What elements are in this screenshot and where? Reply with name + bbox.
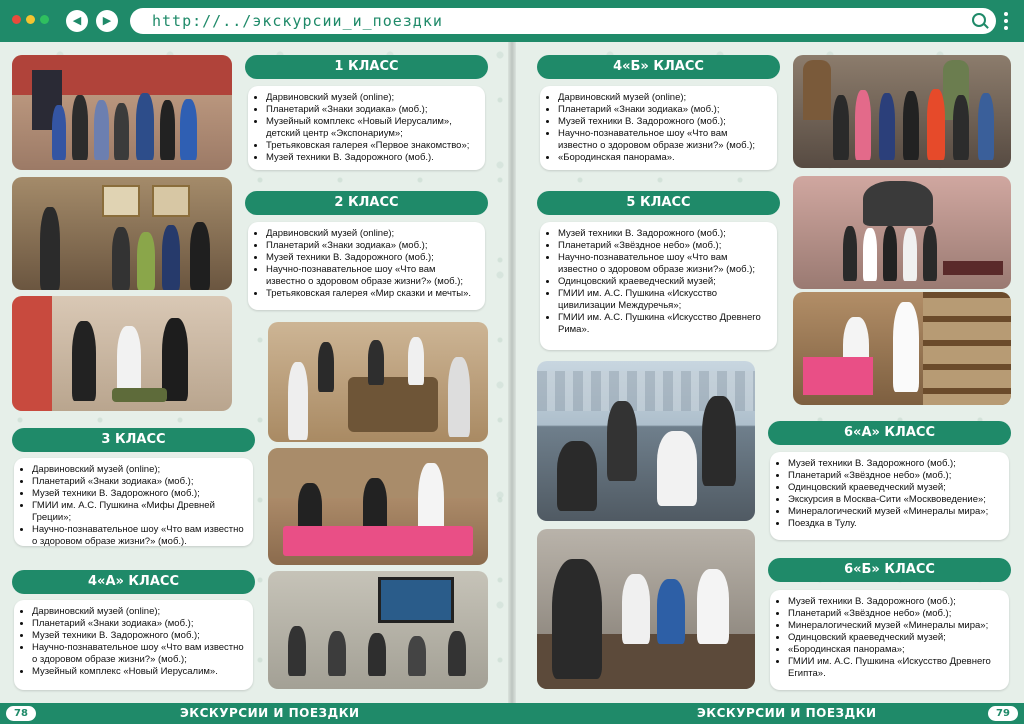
list-item: • Музей техники В. Задорожного (моб.). <box>266 152 477 164</box>
class1-header: 1 КЛАСС <box>245 55 488 79</box>
window-close-dot[interactable] <box>12 15 21 24</box>
class6a-header: 6«А» КЛАСС <box>768 421 1011 445</box>
class2-list <box>248 222 485 310</box>
list-item: • Планетарий «Знаки зодиака» (моб.); <box>558 104 769 116</box>
window-maximize-dot[interactable] <box>40 15 49 24</box>
window-minimize-dot[interactable] <box>26 15 35 24</box>
list-item: • «Бородинская панорама». <box>558 152 769 164</box>
photo-classroom-tank <box>12 296 232 411</box>
list-item: • Музей техники В. Задорожного (моб.); <box>558 116 769 128</box>
list-item: • Планетарий «Знаки зодиака» (моб.); <box>266 240 477 252</box>
list-item: • «Бородинская панорама»; <box>788 644 1001 656</box>
list-item: • Научно-познавательное шоу «Что вам известно о здоровом образе жизни?» (моб.); <box>558 128 769 152</box>
class6b-header: 6«Б» КЛАСС <box>768 558 1011 582</box>
list-item: • Музей техники В. Задорожного (моб.); <box>32 488 245 500</box>
list-item: • ГМИИ им. А.С. Пушкина «Мифы Древней Греции»; <box>32 500 245 524</box>
list-item: • Поездка в Тулу. <box>788 518 1001 530</box>
browser-bar <box>0 0 1024 42</box>
list-item: • Музей техники В. Задорожного (моб.); <box>788 596 1001 608</box>
class6a-list <box>770 452 1009 540</box>
list-item: • Музей техники В. Задорожного (моб.); <box>32 630 245 642</box>
list-item: • Научно-познавательное шоу «Что вам известно о здоровом образе жизни?» (моб.). <box>32 524 245 548</box>
list-item: • Минералогический музей «Минералы мира»; <box>788 620 1001 632</box>
list-item: • Дарвиновский музей (online); <box>266 92 477 104</box>
address-bar[interactable] <box>130 8 996 34</box>
photo-museum-hall <box>12 177 232 290</box>
class4b-header: 4«Б» КЛАСС <box>537 55 780 79</box>
list-item: • Музей техники В. Задорожного (моб.); <box>788 458 1001 470</box>
photo-statues-museum <box>793 55 1011 168</box>
list-item: • Научно-познавательное шоу «Что вам известно о здоровом образе жизни?» (моб.); <box>266 264 477 288</box>
list-item: • ГМИИ им. А.С. Пушкина «Искусство цивилизации Междуречья»; <box>558 288 769 312</box>
list-item: • Одинцовский краеведческий музей; <box>788 482 1001 494</box>
list-item: • Музей техники В. Задорожного (моб.); <box>558 228 769 240</box>
list-item: • Дарвиновский музей (online); <box>32 606 245 618</box>
list-item: • Планетарий «Знаки зодиака» (моб.); <box>32 618 245 630</box>
kebab-menu-icon[interactable] <box>1003 10 1009 34</box>
list-item: • Планетарий «Знаки зодиака» (моб.); <box>266 104 477 116</box>
photo-classroom-screen <box>268 571 488 689</box>
footer-title-left: ЭКСКУРСИИ И ПОЕЗДКИ <box>180 706 360 720</box>
class2-header: 2 КЛАСС <box>245 191 488 215</box>
class5-header: 5 КЛАСС <box>537 191 780 215</box>
photo-group-entrance <box>12 55 232 170</box>
search-icon[interactable] <box>972 13 986 27</box>
photo-library-chemistry <box>793 292 1011 405</box>
list-item: • ГМИИ им. А.С. Пушкина «Искусство Древнего Египта». <box>788 656 1001 680</box>
class4a-header: 4«А» КЛАСС <box>12 570 255 594</box>
list-item: • Одинцовский краеведческий музей; <box>558 276 769 288</box>
footer-title-right: ЭКСКУРСИИ И ПОЕЗДКИ <box>697 706 877 720</box>
forward-button[interactable]: ▶ <box>96 10 118 32</box>
class3-list <box>14 458 253 546</box>
list-item: • Третьяковская галерея «Мир сказки и мечты». <box>266 288 477 300</box>
list-item: • Научно-познавательное шоу «Что вам известно о здоровом образе жизни?» (моб.); <box>558 252 769 276</box>
class6b-list <box>770 590 1009 690</box>
page-number-right: 79 <box>988 706 1018 721</box>
list-item: • Научно-познавательное шоу «Что вам известно о здоровом образе жизни?» (моб.); <box>32 642 245 666</box>
address-url: http://../экскурсии_и_поездки <box>152 12 443 30</box>
photo-moscow-city <box>537 361 755 521</box>
photo-mosaic-floor <box>268 322 488 442</box>
list-item: • ГМИИ им. А.С. Пушкина «Искусство Древнего Рима». <box>558 312 769 336</box>
list-item: • Музей техники В. Задорожного (моб.); <box>266 252 477 264</box>
class4b-list <box>540 86 777 170</box>
class5-list <box>540 222 777 350</box>
list-item: • Планетарий «Звёздное небо» (моб.); <box>788 608 1001 620</box>
list-item: • Музейный комплекс «Новый Иерусалим», детский центр «Экспонариум»; <box>266 116 477 140</box>
page-spine <box>508 0 516 724</box>
list-item: • Третьяковская галерея «Первое знакомство»; <box>266 140 477 152</box>
class3-header: 3 КЛАСС <box>12 428 255 452</box>
footer-bar <box>0 703 1024 724</box>
class1-list <box>248 86 485 170</box>
list-item: • Планетарий «Звёздное небо» (моб.); <box>558 240 769 252</box>
list-item: • Одинцовский краеведческий музей; <box>788 632 1001 644</box>
list-item: • Дарвиновский музей (online); <box>558 92 769 104</box>
class4a-list <box>14 600 253 690</box>
list-item: • Минералогический музей «Минералы мира»; <box>788 506 1001 518</box>
back-button[interactable]: ◀ <box>66 10 88 32</box>
list-item: • Музейный комплекс «Новый Иерусалим». <box>32 666 245 678</box>
photo-equestrian-hall <box>793 176 1011 289</box>
list-item: • Экскурсия в Москва-Сити «Москвоведение»; <box>788 494 1001 506</box>
list-item: • Планетарий «Звёздное небо» (моб.); <box>788 470 1001 482</box>
list-item: • Планетарий «Знаки зодиака» (моб.); <box>32 476 245 488</box>
photo-science-show <box>268 448 488 565</box>
page-number-left: 78 <box>6 706 36 721</box>
list-item: • Дарвиновский музей (online); <box>32 464 245 476</box>
photo-mineral-museum <box>537 529 755 689</box>
list-item: • Дарвиновский музей (online); <box>266 228 477 240</box>
